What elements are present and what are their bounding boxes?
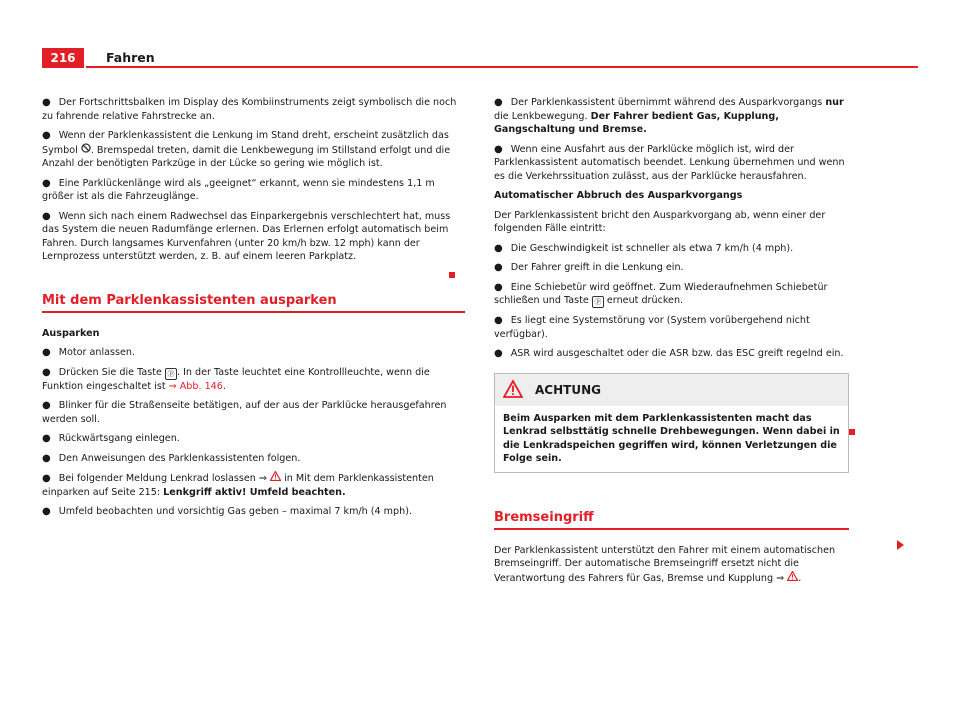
- park-key-icon: ⓟ: [592, 296, 604, 308]
- section-title-bremseingriff: Bremseingriff: [494, 509, 594, 525]
- bullet-item: ● Wenn eine Ausfahrt aus der Parklücke möglich ist, wird der Parklenkassistent automatisch beendet. Lenkung übernehmen und wenn es die Verkehrssituation zulässt, aus der Parklücke herausfahren.: [494, 143, 845, 182]
- bullet-icon: ●: [494, 143, 503, 155]
- header-rule: [86, 66, 918, 68]
- warning-box: [494, 373, 849, 473]
- bullet-icon: ●: [42, 347, 51, 358]
- abort-item: ● ASR wird ausgeschaltet oder die ASR bzw. das ESC greift regelnd ein.: [494, 348, 844, 359]
- page-number: 216: [42, 48, 84, 68]
- bullet-icon: ●: [42, 97, 51, 108]
- section-end-marker: [849, 429, 855, 435]
- bullet-icon: ●: [42, 452, 51, 464]
- bullet-icon: ●: [42, 400, 51, 411]
- park-key-icon: ⓟ: [165, 368, 177, 380]
- section-rule: [42, 311, 465, 313]
- warning-title: ACHTUNG: [535, 382, 601, 397]
- figure-link[interactable]: ⇒ Abb. 146: [168, 380, 223, 392]
- abort-item: ● Es liegt eine Systemstörung vor (System vorübergehend nicht verfügbar).: [494, 315, 810, 340]
- abort-item: ● Die Geschwindigkeit ist schneller als etwa 7 km/h (4 mph).: [494, 242, 794, 254]
- section-end-marker: [449, 272, 455, 278]
- subheading-abbruch: Automatischer Abbruch des Ausparkvorgangs: [494, 190, 743, 201]
- bullet-icon: ●: [494, 97, 503, 108]
- bullet-icon: ●: [494, 348, 503, 359]
- right-column: [494, 96, 849, 591]
- bullet-item: ● Eine Parklückenlänge wird als „geeignet“ erkannt, wenn sie mindestens 1,1 m größer ist als die Fahrzeuglänge.: [42, 177, 435, 202]
- bremseingriff-text: Der Parklenkassistent unterstützt den Fahrer mit einem automatischen Bremseingriff. Der automatische Bremseingriff ersetzt nicht die Verantwortung des Fahrers für Gas, Bremse und Kupplung ⇒ .: [494, 544, 836, 584]
- bullet-icon: ●: [42, 177, 51, 189]
- warning-triangle-icon: [503, 380, 523, 402]
- bullet-icon: ●: [42, 433, 51, 444]
- warning-triangle-icon[interactable]: [270, 473, 281, 484]
- continue-arrow-icon: [897, 540, 904, 550]
- bullet-item: ● Wenn sich nach einem Radwechsel das Einparkergebnis verschlechtert hat, muss das System die neuen Radumfänge erlernen. Das Erlernen erfolgt automatisch beim Fahren. Durch langsames Kurvenfahren (unter 20 km/h bzw. 12 mph) kann der Lernprozess unterstützt werden, z. B. auf einem leeren Parkplatz.: [42, 210, 451, 262]
- left-column: [42, 96, 465, 525]
- subheading-ausparken: Ausparken: [42, 327, 100, 339]
- bullet-item: ● Der Parklenkassistent übernimmt während des Ausparkvorgangs nur die Lenkbewegung. Der Fahrer bedient Gas, Kupplung, Gangschaltung und Bremse.: [494, 97, 844, 135]
- step-item: ● Umfeld beobachten und vorsichtig Gas geben – maximal 7 km/h (4 mph).: [42, 506, 412, 517]
- step-item: ● Rückwärtsgang einlegen.: [42, 433, 180, 444]
- bullet-icon: ●: [42, 506, 51, 517]
- bullet-icon: ●: [494, 242, 503, 254]
- warning-text: Beim Ausparken mit dem Parklenkassistenten macht das Lenkrad selbsttätig schnelle Drehbewegungen. Wenn dabei in die Lenkradspeichen gegriffen wird, können Verletzungen die Folge sein.: [503, 412, 840, 464]
- bullet-icon: ●: [494, 281, 503, 293]
- step-item: ● Motor anlassen.: [42, 347, 136, 358]
- step-item: ● Blinker für die Straßenseite betätigen, auf der aus der Parklücke herausgefahren werden soll.: [42, 400, 447, 425]
- abort-item: ● Eine Schiebetür wird geöffnet. Zum Wiederaufnehmen Schiebetür schließen und Taste ⓟ erneut drücken.: [494, 281, 828, 306]
- bullet-item: ● Der Fortschrittsbalken im Display des Kombiinstruments zeigt symbolisch die noch zu fahrende relative Fahrstrecke an.: [42, 97, 457, 122]
- bullet-icon: ●: [42, 366, 51, 378]
- section-title-ausparken: Mit dem Parklenkassistenten ausparken: [42, 292, 337, 308]
- bullet-icon: ●: [42, 130, 51, 141]
- steering-symbol-icon: [81, 145, 91, 156]
- section-rule: [494, 528, 849, 530]
- bullet-item: ● Wenn der Parklenkassistent die Lenkung im Stand dreht, erscheint zusätzlich das Symbol . Bremspedal treten, damit die Lenkbewegung im Stillstand erfolgt und die Anzahl der benötigten Parkzüge in der Lücke so gering wie möglich ist.: [42, 130, 451, 169]
- chapter-title: Fahren: [106, 50, 155, 65]
- step-item: ● Den Anweisungen des Parklenkassistenten folgen.: [42, 452, 301, 464]
- abort-item: ● Der Fahrer greift in die Lenkung ein.: [494, 262, 684, 273]
- bullet-icon: ●: [494, 315, 503, 326]
- bullet-icon: ●: [494, 262, 503, 273]
- step-item: ● Bei folgender Meldung Lenkrad loslassen ⇒ in Mit dem Parklenkassistenten einparken auf Seite 215: Lenkgriff aktiv! Umfeld beachten.: [42, 473, 434, 498]
- step-item: ● Drücken Sie die Taste ⓟ . In der Taste leuchtet eine Kontrollleuchte, wenn die Funktion eingeschaltet ist ⇒ Abb. 146.: [42, 366, 430, 392]
- warning-triangle-icon[interactable]: [787, 573, 798, 584]
- abort-intro: Der Parklenkassistent bricht den Ausparkvorgang ab, wenn einer der folgenden Fälle eintritt:: [494, 209, 826, 234]
- bullet-icon: ●: [42, 473, 51, 484]
- bullet-icon: ●: [42, 210, 51, 222]
- warning-header: [495, 374, 848, 406]
